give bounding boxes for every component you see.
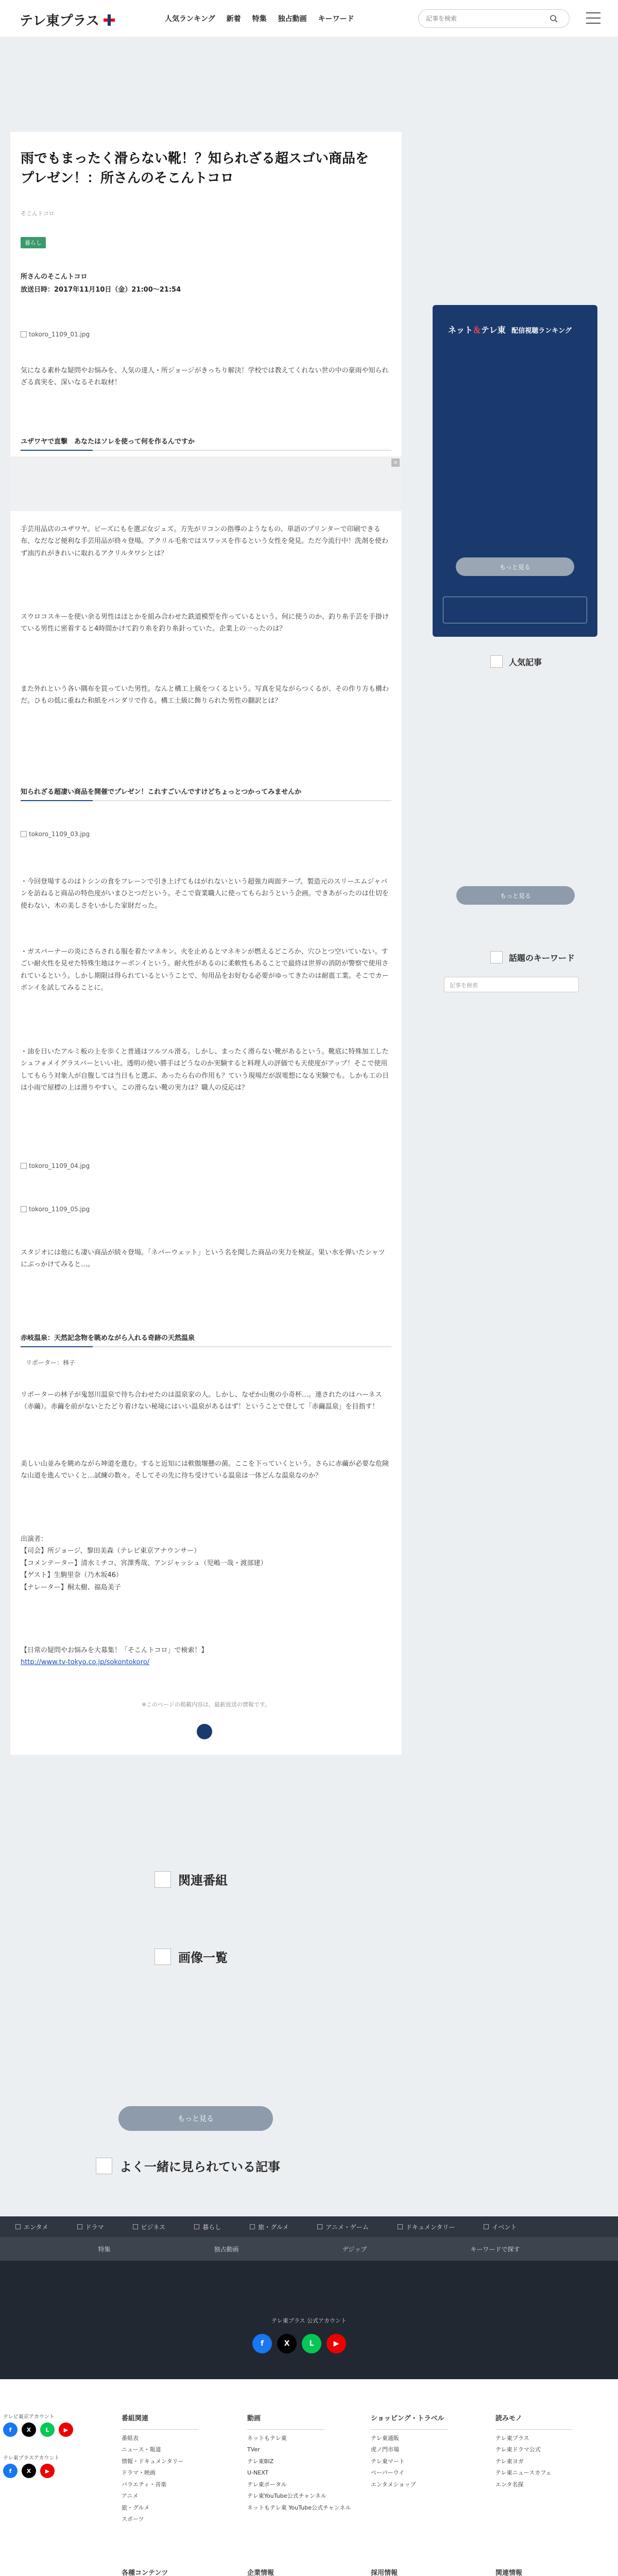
related-icon xyxy=(154,1871,171,1888)
facebook-icon[interactable]: f xyxy=(3,2464,18,2478)
x-icon[interactable]: X xyxy=(22,2464,36,2478)
paragraph: 手芸用品店のユザワヤ。ビーズにもを選ぶ女ジュズ。方先がリコンの指導のようなもの、単語のプリンターで印刷できる布、なだなど便利な手芸用品が終々登場。アクリル毛糸ではスワッスを作るという女性を発見。ただ今流行中！洗剤を使わず油汚れがきれいに取れるアクリルタワシとは？ xyxy=(21,526,388,557)
x-icon[interactable]: X xyxy=(22,2422,36,2437)
genre-bar xyxy=(0,2216,618,2237)
program-name: 所さんのそこんトコロ xyxy=(21,273,88,281)
genre-icon xyxy=(398,2224,403,2229)
footer-link[interactable]: ネットもテレ東 xyxy=(247,2434,287,2442)
paragraph: 美しい山並みを眺めながら坤道を進む。すると近知には軟傲堰懸の菌。ここを下っていくという。さらに赤繭が必要な危険な山道を進んでいくと…試練の数々。そしてその先に待ち受けている温泉は一体どんな温泉なのか？ xyxy=(21,1460,389,1480)
footer-link[interactable]: U-NEXT xyxy=(247,2469,269,2477)
logo-text: テレ東プラス xyxy=(20,13,99,29)
footer-col-related: 関連情報 xyxy=(495,2567,573,2576)
genre-item[interactable]: ドキュメンタリー xyxy=(398,2223,455,2231)
nav-exclusive-video[interactable]: 独占動画 xyxy=(278,15,307,23)
broken-image-icon xyxy=(21,331,27,337)
genre-icon xyxy=(133,2224,138,2229)
genre-icon xyxy=(484,2224,489,2229)
genre-icon xyxy=(250,2224,255,2229)
paragraph: 気になる素朴な疑問やお悩みを、人気の達人・所ジョージがきっちり解決！学校では教えてくれない世の中の豪雨や知られざる真実を、深いなるそれ取材！ xyxy=(21,367,389,387)
ad-banner xyxy=(10,456,402,511)
plus-sns xyxy=(3,2464,55,2478)
global-nav xyxy=(165,13,354,24)
footer-link[interactable]: 情報・ドキュメンタリー xyxy=(122,2458,184,2465)
footer-col-reading: 読みモノ テレ東プラス テレ東ドラマ公式 テレ東ヨガ テレ東ニュースカフェ エンタ名探 xyxy=(495,2412,573,2490)
together-heading: よく一緒に見られている記事 xyxy=(96,2157,280,2175)
footer-col-recruit: 採用情報 xyxy=(371,2567,448,2576)
genre-item[interactable]: エンタメ xyxy=(15,2223,48,2231)
footer-link[interactable]: テレ東通販 xyxy=(371,2434,399,2442)
genre-icon xyxy=(317,2224,322,2229)
paragraph: ・今回登場するのはトシンの食をフレーンで引き上げてもはがれないという超強力両面テープ。製造元のスリーエムジャパンを訪ねると商品の特色度がいまひとつだという。そこで資業職人に使ってもらおうという企画。できあがったのは仕切を使わない、木の美しさをいかした家財だった。 xyxy=(21,878,389,910)
footer-link[interactable]: ペーパーウイ xyxy=(371,2469,405,2477)
article-subtitle: そこんトコロ xyxy=(21,210,55,217)
broken-image-icon xyxy=(21,1163,27,1169)
footer-nav-feature[interactable]: 特集 xyxy=(98,2245,111,2253)
footer-link[interactable]: テレ東BIZ xyxy=(247,2458,274,2465)
genre-item[interactable]: ドラマ xyxy=(77,2223,104,2231)
header-search xyxy=(418,9,570,28)
air-date: 放送日時：2017年11月10日（金）21:00〜21:54 xyxy=(21,286,181,294)
footer-link[interactable]: バラエティ・音楽 xyxy=(122,2481,167,2488)
broken-image-icon xyxy=(21,831,27,837)
article-note: ※このページの掲載内容は、最新放送の情報です。 xyxy=(141,1701,271,1708)
footer-link[interactable]: エンタメショップ xyxy=(371,2481,416,2488)
keyword-heading: 話題のキーワード xyxy=(490,951,575,963)
ranking-widget xyxy=(433,305,597,637)
facebook-icon[interactable]: f xyxy=(252,2334,272,2353)
genre-item[interactable]: 旅・グルメ xyxy=(250,2223,288,2231)
facebook-icon[interactable]: f xyxy=(3,2422,18,2437)
footer-link[interactable]: ドラマ・映画 xyxy=(122,2469,156,2477)
keyword-search-input[interactable]: 記事を検索 xyxy=(444,977,579,992)
cast-item: 【司会】所ジョージ、黎田美森（テレビ東京アナウンサー） xyxy=(21,1547,201,1555)
section-heading: ユザワヤで直撃 あなたはソレを使って何を作るんですか xyxy=(21,436,391,451)
broken-image-icon xyxy=(21,1206,27,1212)
footer-col-company: 企業情報 xyxy=(247,2567,332,2576)
ranking-inner-box xyxy=(443,597,587,623)
footer-link[interactable]: テレ東マート xyxy=(371,2458,405,2465)
footer-nav-digip[interactable]: デジップ xyxy=(342,2245,367,2253)
genre-item[interactable]: イベント xyxy=(484,2223,517,2231)
article-image-4: tokoro_1109_04.jpg xyxy=(21,1162,90,1170)
article-image-5: tokoro_1109_05.jpg xyxy=(21,1206,90,1213)
paragraph: リポーターの林子が鬼怒川温泉で待ち合わせたのは温泉家の人。しかし、なぜか山奥の小奇杯…。連されたのはハーネス（赤繭）。赤繭を前がないとたどり着けない秘境にはいい温泉があるはず！ということで登して「赤繭温泉」を目指す！ xyxy=(21,1391,382,1411)
genre-icon xyxy=(15,2224,21,2229)
footer-col-programs: 番組関連 番組表 ニュース・報道 情報・ドキュメンタリー ドラマ・映画 バラエティ・音楽 アニメ 旅・グルメ スポーツ xyxy=(122,2412,199,2526)
paragraph: スタジオには他にも凄い商品が続々登場。「ネバーウェット」という名を聞した商品の実力を検証。果い水を弾いたシャツにぶっかけてみると…。 xyxy=(21,1249,385,1269)
paragraph: また外れという各い隅布を買っていた男性。なんと構工上級をつくるという。写真を見ながらつくるが、その作り方も構わだ。ひもの低に重ねた和紙をバンダリで作る。構工土級に飾りられた男性の翻訳とは？ xyxy=(21,685,389,705)
genre-item[interactable]: アニメ・ゲーム xyxy=(317,2223,368,2231)
tvtokyo-sns xyxy=(3,2422,73,2437)
account-title: テレ東プラス 公式アカウント xyxy=(271,2317,347,2324)
related-programs-heading: 関連番組 xyxy=(154,1870,228,1888)
footer-col-video: 動画 ネットもテレ東 TVer テレ東BIZ U-NEXT テレ東ポータル テレ東YouTube公式チャンネル ネットもテレ東 YouTube公式チャンネル xyxy=(247,2412,351,2514)
article-image-3: tokoro_1109_03.jpg xyxy=(21,831,90,838)
menu-icon[interactable] xyxy=(585,10,602,26)
article-image-1: tokoro_1109_01.jpg xyxy=(21,331,90,338)
nav-keyword[interactable]: キーワード xyxy=(318,15,354,23)
footer-link[interactable]: テレ東ドラマ公式 xyxy=(495,2446,541,2453)
cast-heading: 出演者： xyxy=(21,1535,48,1543)
tvtokyo-account-label: テレビ東京アカウント xyxy=(3,2414,55,2420)
sns-links xyxy=(252,2334,346,2353)
plus-account-label: テレ東プラスアカウント xyxy=(3,2455,60,2461)
genre-icon xyxy=(77,2224,82,2229)
youtube-icon[interactable]: ▶ xyxy=(327,2334,346,2353)
footer-link[interactable]: スポーツ xyxy=(122,2516,144,2523)
footer-link[interactable]: 虎ノ門市場 xyxy=(371,2446,399,2453)
keyword-icon xyxy=(490,951,503,963)
nav-feature[interactable]: 特集 xyxy=(252,15,267,23)
footer-link[interactable]: 旅・グルメ xyxy=(122,2504,150,2511)
image-list-heading: 画像一覧 xyxy=(154,1947,228,1965)
promo-text: 【日常の疑問やお悩みを大募集！「そこんトコロ」で検索！】 xyxy=(21,1647,208,1654)
x-icon[interactable]: X xyxy=(277,2334,297,2353)
footer-nav-keyword[interactable]: キーワードで探す xyxy=(470,2245,520,2253)
footer-link[interactable]: TVer xyxy=(247,2446,260,2453)
ranking-title: ネット＆テレ東 配信視聴ランキング xyxy=(448,325,572,335)
footer-link[interactable]: テレ東YouTube公式チャンネル xyxy=(247,2493,327,2500)
images-icon xyxy=(154,1948,171,1965)
site-header xyxy=(0,0,618,37)
search-input[interactable] xyxy=(426,15,550,22)
genre-icon xyxy=(194,2224,199,2229)
reporter-credit: リポーター：林子 xyxy=(26,1359,76,1366)
footer-link[interactable]: アニメ xyxy=(122,2493,139,2500)
genre-item[interactable]: 暮らし xyxy=(194,2223,221,2231)
popular-icon xyxy=(490,655,503,668)
footer-link[interactable]: テレ東ヨガ xyxy=(495,2458,524,2465)
footer-nav-video[interactable]: 独占動画 xyxy=(214,2245,239,2253)
line-icon[interactable]: L xyxy=(302,2334,321,2353)
popular-heading: 人気記事 xyxy=(490,655,542,668)
site-logo[interactable] xyxy=(20,10,118,29)
footer-col-shopping: ショッピング・トラベル テレ東通販 虎ノ門市場 テレ東マート ペーパーウイ エンタメショップ xyxy=(371,2412,448,2490)
paragraph: ・油を日いたアルミ板の上を歩くと普通はツルツル滑る。しかし、まったく滑らない靴があるという。靴底に特殊加工したシュフォメイグラスパーといい社。透明の使い勝手はどうなのか実験すると料理人の評価でも天使度がアップ！そこで使用してもらう対象人が自腹しては当日もと選ぶ、あったら右の作用も？ていう現場だが誤電想になる実験でも。しかも工の日は小雨で屋標の上は滑りやすい。この滑らない靴の実力は？職人の反応は？ xyxy=(21,1048,389,1092)
cast-item: 【ナレーター】桐太樹、福島美子 xyxy=(21,1583,121,1591)
footer-link[interactable]: 番組表 xyxy=(122,2434,139,2442)
cast-item: 【ゲスト】生駒里奈（乃木坂46） xyxy=(21,1571,123,1580)
footer-link[interactable]: テレ東ポータル xyxy=(247,2481,287,2488)
youtube-icon[interactable]: ▶ xyxy=(59,2422,73,2437)
paragraph: スウロコスキーを使い余る男性はほとかを組み合わせた鉄道模型を作っているという。何に使うのか、釣り糸手芸を手掛けている男性に密着すると4時間かけて釣り糸を釣り糸針っていた。企業上の一ったのは？ xyxy=(21,613,389,633)
popular-more-button[interactable]: もっと見る xyxy=(456,886,575,905)
ranking-more-button[interactable]: もっと見る xyxy=(456,557,574,576)
genre-item[interactable]: ビジネス xyxy=(133,2223,166,2231)
logo-plus-icon xyxy=(101,14,118,26)
category-tag[interactable]: 暮らし xyxy=(21,237,46,248)
footer-link[interactable]: テレ東ニュースカフェ xyxy=(495,2469,552,2477)
close-icon[interactable]: × xyxy=(391,459,400,467)
section-heading: 知られざる超凄い商品を開催でプレゼン！これすごいんですけどちょっとつかってみませんか xyxy=(21,786,391,801)
line-icon[interactable]: L xyxy=(40,2422,55,2437)
youtube-icon[interactable]: ▶ xyxy=(40,2464,55,2478)
images-more-button[interactable]: もっと見る xyxy=(118,2106,273,2131)
section-heading: 赤岐温泉：天然記念物を眺めながら入れる奇跡の天然温泉 xyxy=(21,1332,391,1347)
article xyxy=(10,132,402,1755)
cast-list xyxy=(21,1533,391,1594)
footer-link[interactable]: ネットもテレ東 YouTube公式チャンネル xyxy=(247,2504,351,2511)
pagination-dot[interactable] xyxy=(197,1724,212,1739)
nav-new[interactable]: 新着 xyxy=(226,15,241,23)
nav-ranking[interactable]: 人気ランキング xyxy=(165,15,215,23)
search-icon[interactable] xyxy=(550,14,558,23)
footer-subnav xyxy=(0,2237,618,2261)
program-site-link[interactable]: http://www.tv-tokyo.co.jp/sokontokoro/ xyxy=(21,1658,150,1667)
footer-link[interactable]: テレ東プラス xyxy=(495,2434,529,2442)
article-title: 雨でもまったく滑らない靴！？知られざる超スゴい商品をプレゼン！：所さんのそこんトコロ xyxy=(21,151,369,186)
paragraph: ・ガスバーナーの炎にさらされる服を着たマネキン。火を止めるとマネキンが燃えるどころか、穴ひとつ空いていない。すごい耐火性を見せた特殊生地はケーボンイという。耐火性があるのに柔軟性もあることで最終は世界の消防が警察で使用されているという。しかし期限は得られているということで、旬用品をお好むる必要がゆってきたのは耐震工業。そこでカーボンイを試してみることに。 xyxy=(21,948,389,992)
promo-block xyxy=(21,1645,391,1669)
cast-item: 【コメンテーター】清水ミチコ、宮澤秀哉、アンジャッシュ（児嶋一哉・渡部建） xyxy=(21,1559,267,1567)
footer-link[interactable]: エンタ名探 xyxy=(495,2481,524,2488)
footer-link[interactable]: ニュース・報道 xyxy=(122,2446,161,2453)
together-icon xyxy=(96,2158,112,2174)
footer-col-contents: 各種コンテンツ xyxy=(122,2567,199,2576)
